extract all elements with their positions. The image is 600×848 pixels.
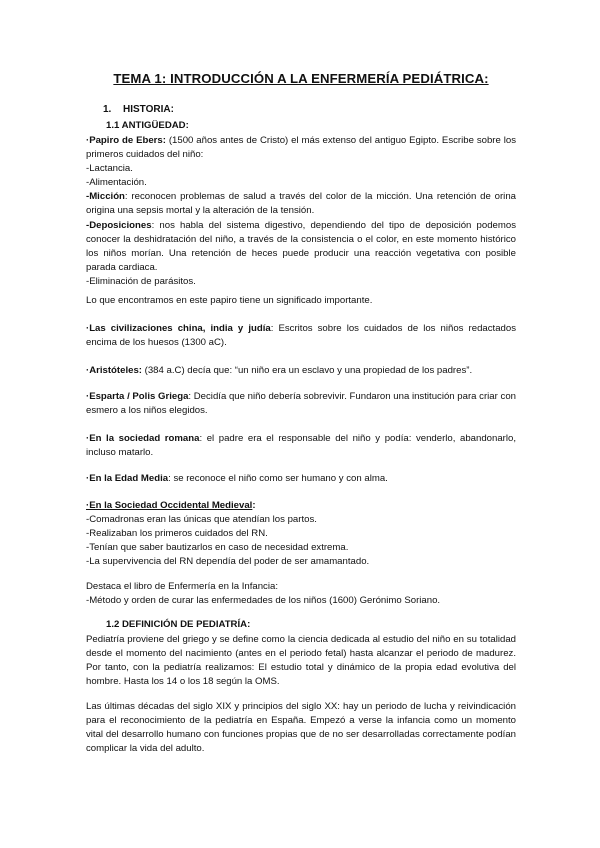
libro-block — [86, 580, 516, 608]
libro-line-1: Destaca el libro de Enfermería en la Infancia: — [86, 581, 278, 592]
occidental-block — [86, 499, 516, 569]
papiro-note-block — [86, 294, 516, 308]
ultimas-decadas-block — [86, 700, 516, 756]
aristoteles-label: ·Aristóteles: — [86, 365, 142, 376]
miccion-text: : reconocen problemas de salud a través del color de la micción. Una retención de orina origina una sepsis mortal y la alteración de la tensión. — [86, 191, 516, 217]
list-item-miccion — [86, 190, 516, 218]
deposiciones-text: : nos habla del sistema digestivo, dependiendo del tipo de deposición podemos conocer la deshidratación del niño, a través de la consistencia o el color, en este momento histórico los niños morían. Una retención de heces puede producir una reacción vegetativa con posible parada cardiaca. — [86, 219, 516, 273]
romana-paragraph — [86, 432, 516, 460]
section-heading-historia — [103, 103, 174, 117]
romana-text: : el padre era el responsable del niño y podía: venderlo, abandonarlo, incluso matarlo. — [86, 433, 517, 459]
civilizaciones-paragraph — [86, 322, 516, 350]
list-item: -Comadronas eran las únicas que atendían los partos. — [86, 514, 317, 526]
edad-media-label: ·En la Edad Media — [86, 473, 169, 484]
esparta-block — [86, 390, 516, 418]
list-item: -La supervivencia del RN dependía del poder de ser amamantado. — [86, 556, 370, 568]
civilizaciones-block — [86, 322, 516, 350]
list-item: -Realizaban los primeros cuidados del RN. — [86, 528, 268, 540]
occidental-label: ·En la Sociedad Occidental Medieval — [86, 500, 253, 511]
list-item-parasitos: -Eliminación de parásitos. — [86, 275, 196, 287]
esparta-label: ·Esparta / Polis Griega — [86, 391, 189, 402]
ebers-text: (1500 años antes de Cristo) el más extenso del antiguo Egipto. Escribe sobre los primeros cuidados del niño: — [86, 135, 517, 161]
aristoteles-paragraph — [86, 364, 516, 378]
ebers-paragraph — [86, 134, 516, 162]
romana-block — [86, 432, 516, 460]
list-item-deposiciones — [86, 219, 516, 275]
ebers-label: ·Papiro de Ebers: — [86, 135, 166, 146]
list-item: -Tenían que saber bautizarlos en caso de necesidad extrema. — [86, 542, 349, 554]
aristoteles-text: (384 a.C) decía que: “un niño era un esclavo y una propiedad de los padres”. — [141, 365, 473, 376]
edad-media-paragraph — [86, 472, 516, 486]
subsection-heading-definicion: 1.2 DEFINICIÓN DE PEDIATRÍA: — [106, 619, 251, 630]
romana-label: ·En la sociedad romana — [86, 433, 200, 444]
page-title: TEMA 1: INTRODUCCIÓN A LA ENFERMERÍA PEDIÁTRICA: — [113, 71, 489, 86]
civilizaciones-text: : Escritos sobre los cuidados de los niños redactados encima de los huesos (1300 aC). — [86, 323, 517, 349]
definicion-block — [86, 633, 516, 689]
esparta-paragraph — [86, 390, 516, 418]
occidental-colon: : — [252, 500, 256, 511]
deposiciones-label: -Deposiciones — [86, 219, 152, 231]
edad-media-block — [86, 472, 516, 486]
section-number: 1. — [103, 104, 112, 115]
subsection-heading-antiguedad: 1.1 ANTIGÜEDAD: — [106, 120, 189, 131]
occidental-heading — [86, 499, 516, 513]
edad-media-text: : se reconoce el niño como ser humano y con alma. — [168, 473, 388, 484]
section-title: HISTORIA: — [123, 104, 174, 115]
definicion-paragraph: Pediatría proviene del griego y se define como la ciencia dedicada al estudio del niño en su totalidad desde el momento del nacimiento (antes en el periodo fetal) hasta alcanzar el periodo de madurez. Por tanto, con la pediatría realizamos: El estudio total y dinámico de la propia edad evolutiva del hombre. Hasta los 14 o los 18 según la OMS. — [86, 634, 516, 688]
aristoteles-block — [86, 364, 516, 378]
libro-line-2: -Método y orden de curar las enfermedades de los niños (1600) Gerónimo Soriano. — [86, 595, 441, 607]
miccion-label: -Micción — [86, 191, 125, 203]
civilizaciones-label: ·Las civilizaciones china, india y judía — [86, 323, 271, 334]
list-item-alimentacion: -Alimentación. — [86, 177, 147, 189]
ebers-block — [86, 134, 516, 289]
ultimas-decadas-paragraph: Las últimas décadas del siglo XIX y principios del siglo XX: hay un periodo de lucha y reivindicación para el reconocimiento de la pediatría en España. Empezó a verse la infancia como un momento vital del desarrollo humano con funciones propias que de no ser desarrolladas correctamente podían complicar la vida del adulto. — [86, 701, 516, 755]
list-item-lactancia: -Lactancia. — [86, 163, 133, 175]
papiro-note: Lo que encontramos en este papiro tiene un significado importante. — [86, 295, 373, 306]
esparta-text: : Decidía que niño debería sobrevivir. Fundaron una institución para criar con esmero a los niños elegidos. — [86, 391, 516, 417]
